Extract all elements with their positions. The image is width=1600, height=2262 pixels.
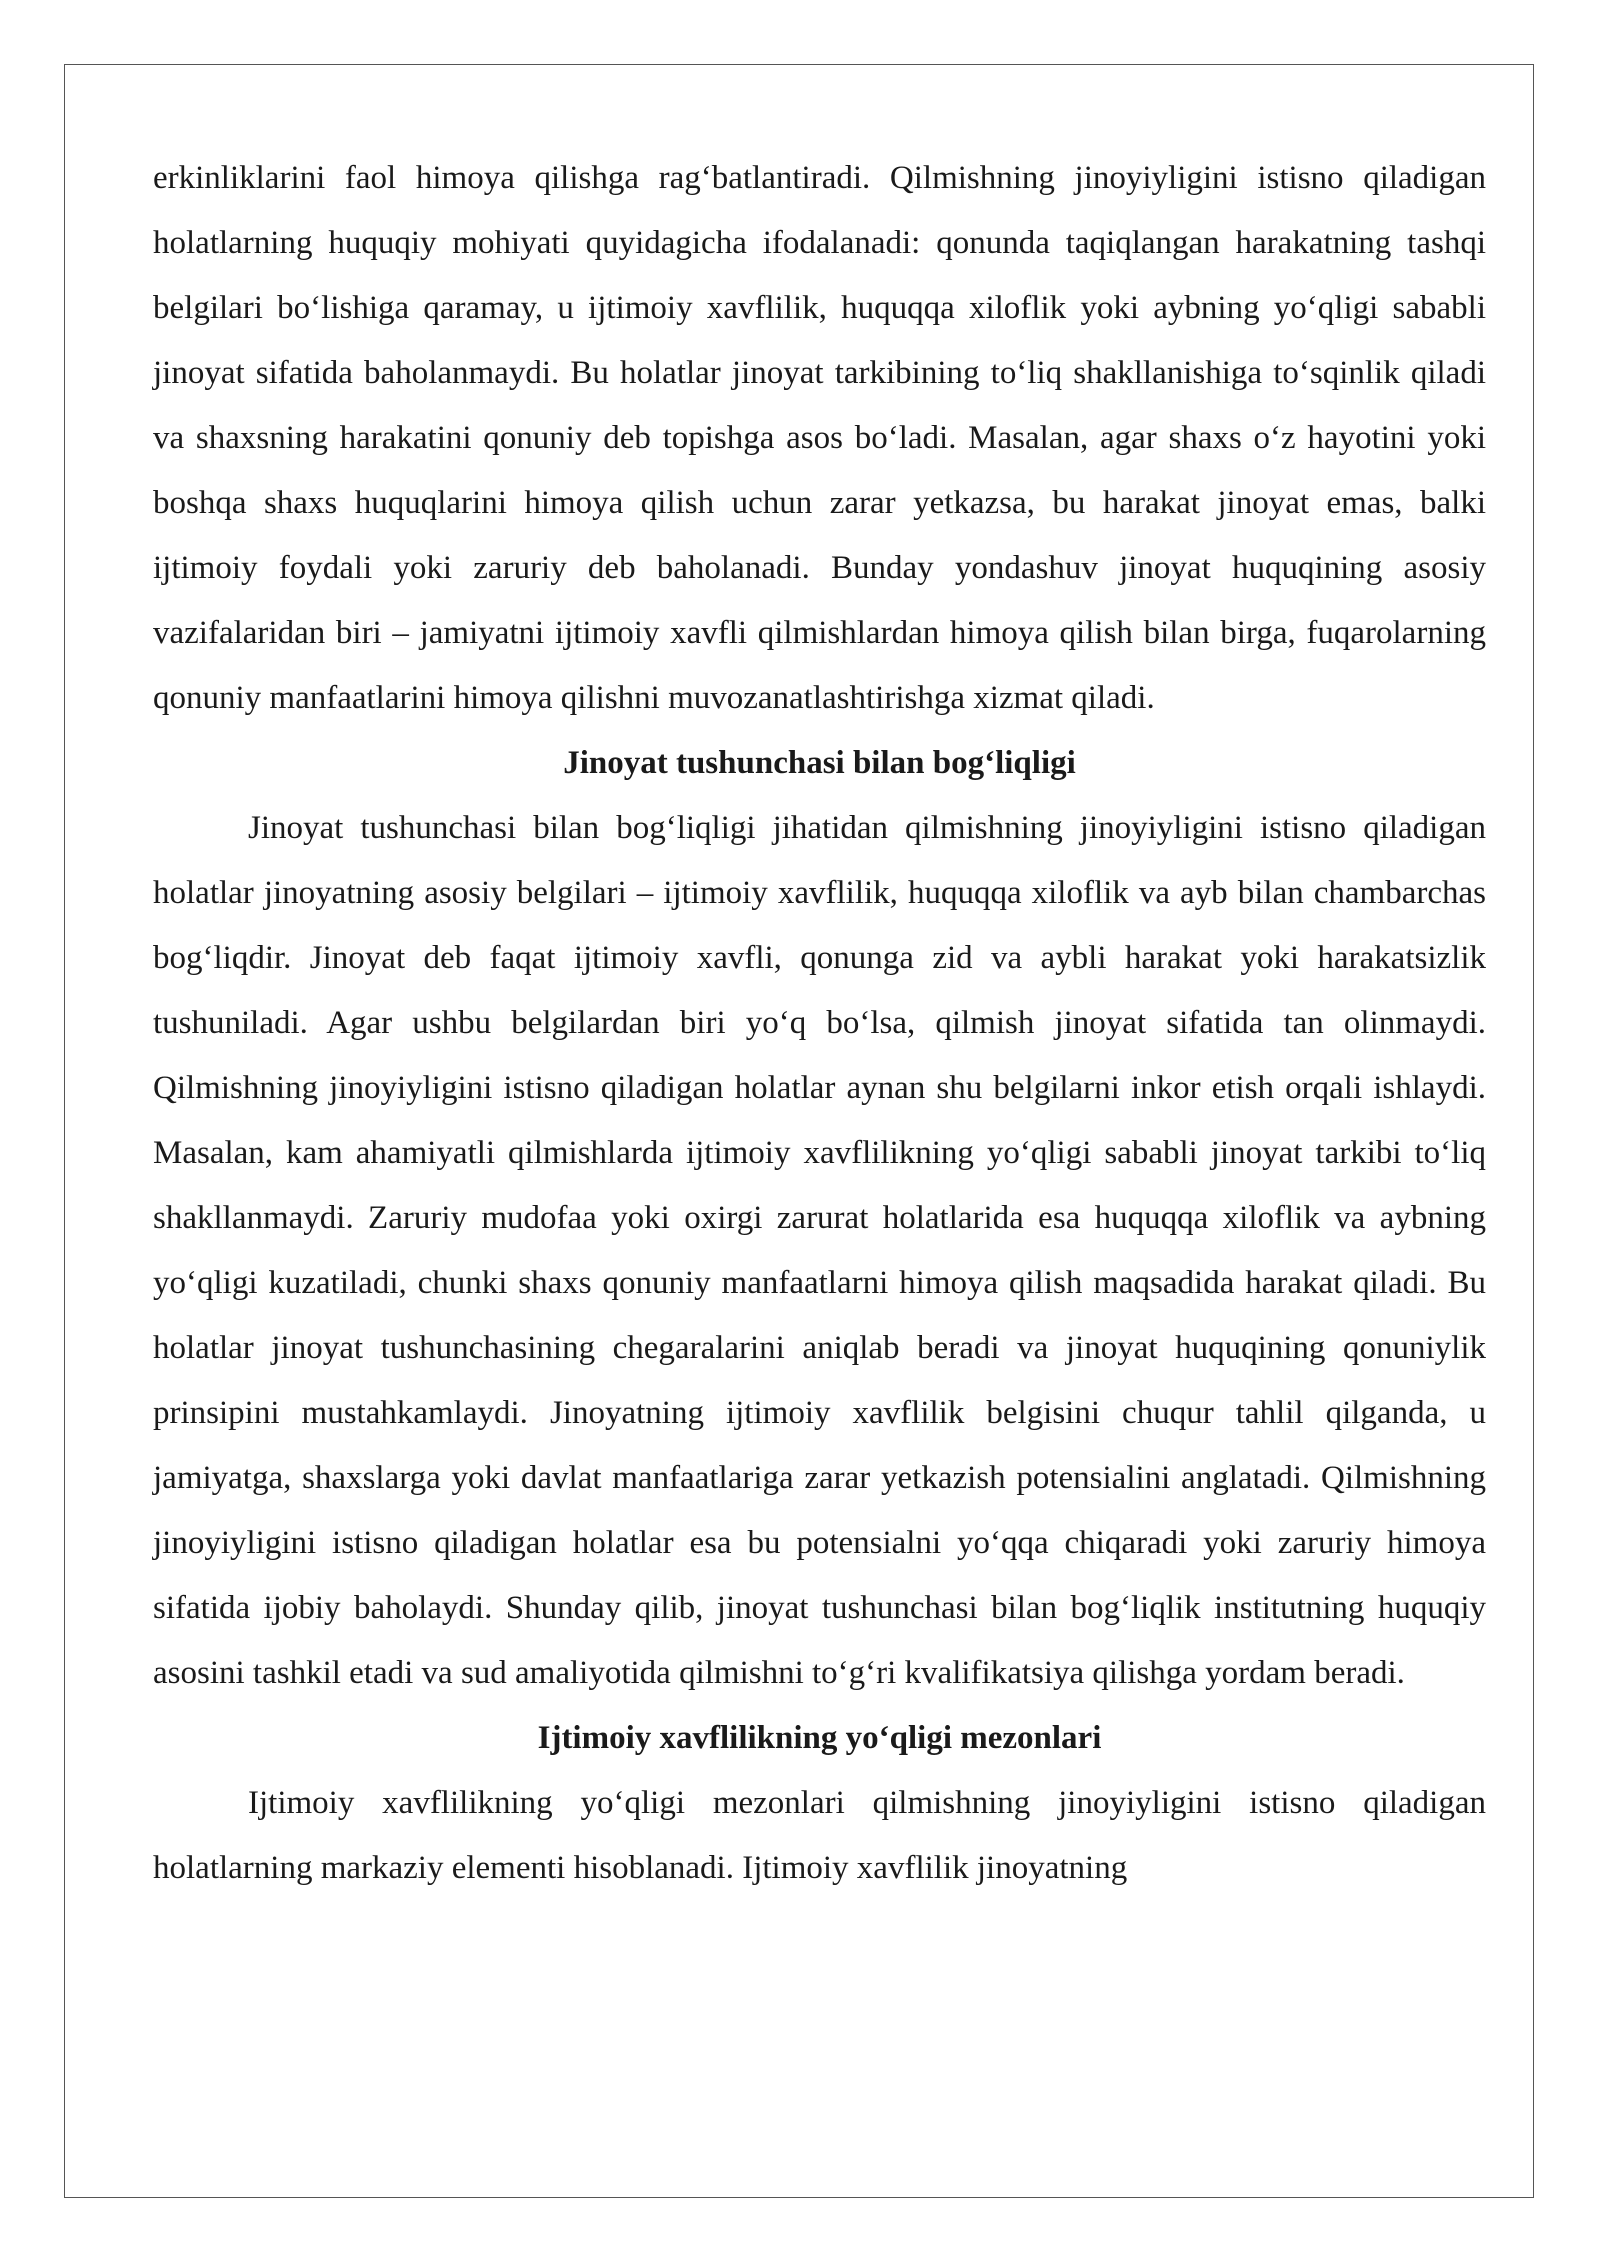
document-body bbox=[153, 146, 1486, 1901]
section-heading-danger-criteria: Ijtimoiy xavflilikning yo‘qligi mezonlari bbox=[537, 1720, 1102, 1756]
paragraph-danger-criteria: Ijtimoiy xavflilikning yo‘qligi mezonlari qilmishning jinoyiyligini istisno qiladigan holatlarning markaziy elementi hisoblanadi. Ijtimoiy xavflilik jinoyatning bbox=[153, 1785, 1486, 1886]
paragraph-concept-link: Jinoyat tushunchasi bilan bog‘liqligi jihatidan qilmishning jinoyiyligini istisno qiladigan holatlar jinoyatning asosiy belgilari – ijtimoiy xavflilik, huquqqa xiloflik va ayb bilan chambarchas bog‘liqdir. Jinoyat deb faqat ijtimoiy xavfli, qonunga zid va aybli harakat yoki harakatsizlik tushuniladi. Agar ushbu belgilardan biri yo‘q bo‘lsa, qilmish jinoyat sifatida tan olinmaydi. Qilmishning jinoyiyligini istisno qiladigan holatlar aynan shu belgilarni inkor etish orqali ishlaydi. Masalan, kam ahamiyatli qilmishlarda ijtimoiy xavflilikning yo‘qligi sababli jinoyat tarkibi to‘liq shakllanmaydi. Zaruriy mudofaa yoki oxirgi zarurat holatlarida esa huquqqa xiloflik va aybning yo‘qligi kuzatiladi, chunki shaxs qonuniy manfaatlarni himoya qilish maqsadida harakat qiladi. Bu holatlar jinoyat tushunchasining chegaralarini aniqlab beradi va jinoyat huquqining qonuniylik prinsipini mustahkamlaydi. Jinoyatning ijtimoiy xavflilik belgisini chuqur tahlil qilganda, u jamiyatga, shaxslarga yoki davlat manfaatlariga zarar yetkazish potensialini anglatadi. Qilmishning jinoyiyligini istisno qiladigan holatlar esa bu potensialni yo‘qqa chiqaradi yoki zaruriy himoya sifatida ijobiy baholaydi. Shunday qilib, jinoyat tushunchasi bilan bog‘liqlik institutning huquqiy asosini tashkil etadi va sud amaliyotida qilmishni to‘g‘ri kvalifikatsiya qilishga yordam beradi. bbox=[153, 810, 1486, 1691]
paragraph-continuation: erkinliklarini faol himoya qilishga rag‘batlantiradi. Qilmishning jinoyiyligini istisno qiladigan holatlarning huquqiy mohiyati quyidagicha ifodalanadi: qonunda taqiqlangan harakatning tashqi belgilari bo‘lishiga qaramay, u ijtimoiy xavflilik, huquqqa xiloflik yoki aybning yo‘qligi sababli jinoyat sifatida baholanmaydi. Bu holatlar jinoyat tarkibining to‘liq shakllanishiga to‘sqinlik qiladi va shaxsning harakatini qonuniy deb topishga asos bo‘ladi. Masalan, agar shaxs o‘z hayotini yoki boshqa shaxs huquqlarini himoya qilish uchun zarar yetkazsa, bu harakat jinoyat emas, balki ijtimoiy foydali yoki zaruriy deb baholanadi. Bunday yondashuv jinoyat huquqining asosiy vazifalaridan biri – jamiyatni ijtimoiy xavfli qilmishlardan himoya qilish bilan birga, fuqarolarning qonuniy manfaatlarini himoya qilishni muvozanatlashtirishga xizmat qiladi. bbox=[153, 160, 1486, 716]
section-heading-concept-link: Jinoyat tushunchasi bilan bog‘liqligi bbox=[563, 745, 1076, 781]
